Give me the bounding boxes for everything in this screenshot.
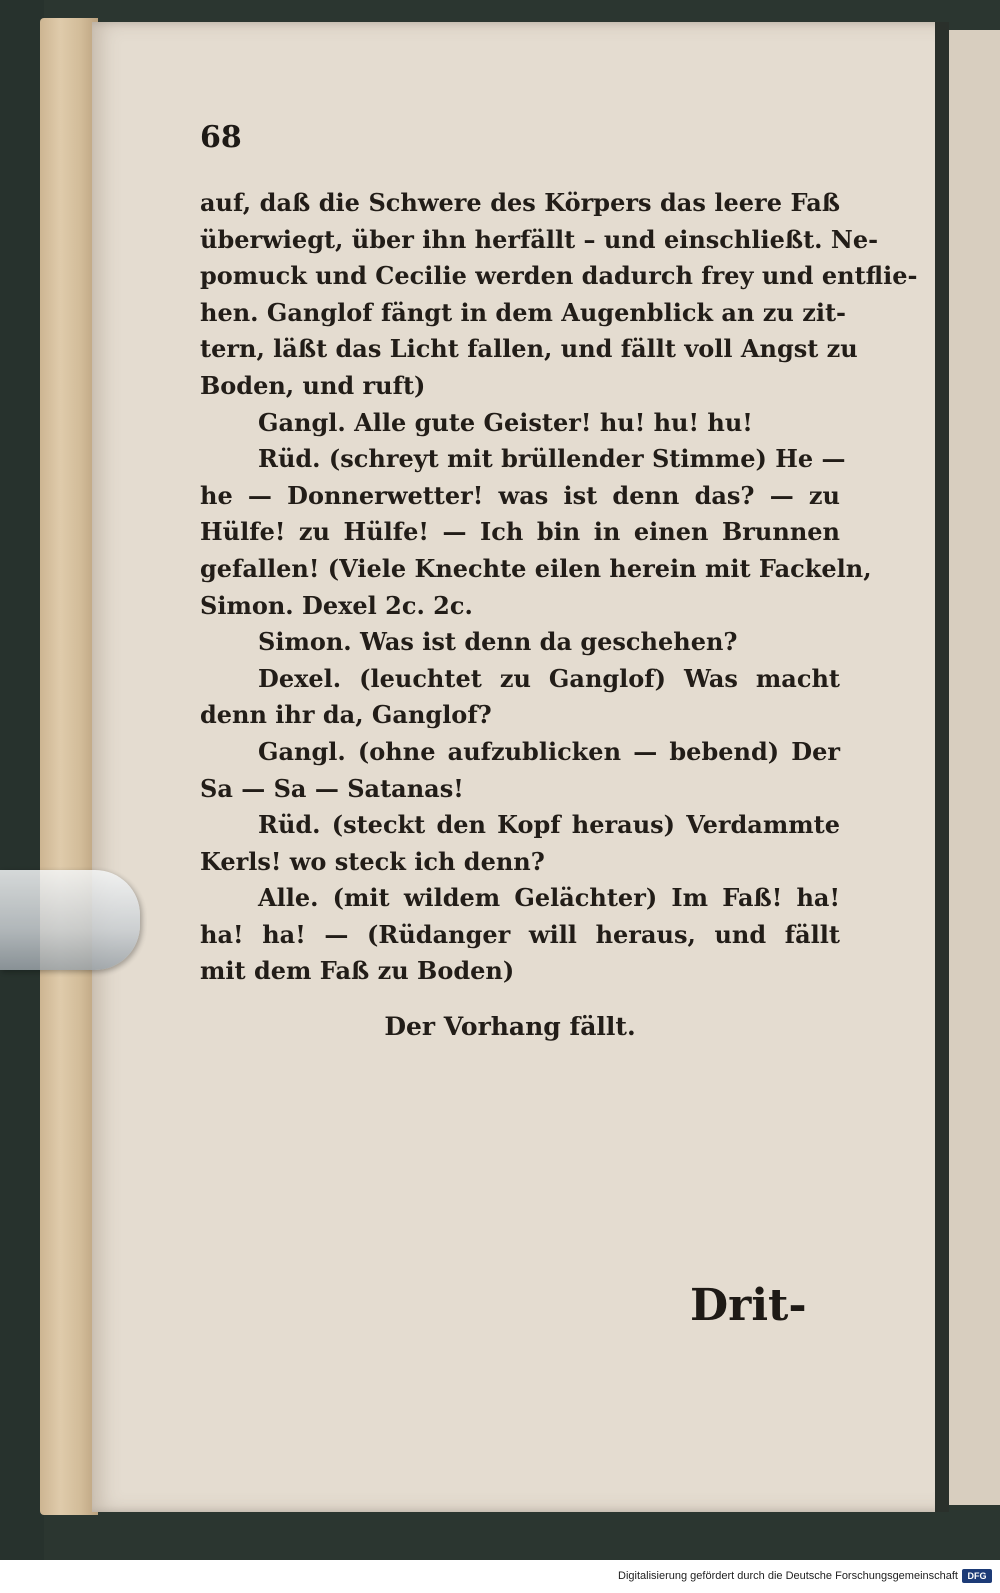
- text-line: gefallen! (Viele Knechte eilen herein mit Fackeln,: [200, 553, 872, 583]
- curtain-text: Der Vorhang fällt.: [384, 1012, 636, 1041]
- page-holder-clip: [0, 870, 140, 970]
- text-line: hen. Ganglof fängt in dem Augenblick an zu zit-: [200, 297, 846, 327]
- speech-line: Rüd. (schreyt mit brüllender Stimme) He —: [258, 444, 846, 474]
- page-text: [200, 185, 918, 990]
- text-line: he — Donnerwetter! was ist denn das? — zu: [200, 480, 840, 510]
- scanner-bed: [0, 0, 44, 1593]
- book-page-edges: [40, 18, 98, 1515]
- speech-line: Dexel. (leuchtet zu Ganglof) Was macht: [258, 663, 840, 693]
- text-line: ha! ha! — (Rüdanger will heraus, und fällt: [200, 919, 840, 949]
- text-line: denn ihr da, Ganglof?: [200, 700, 492, 730]
- dfg-logo: DFG: [962, 1569, 992, 1583]
- text-line: mit dem Faß zu Boden): [200, 956, 515, 986]
- speech-line: Alle. (mit wildem Gelächter) Im Faß! ha!: [258, 883, 840, 913]
- speech-line: Gangl. Alle gute Geister! hu! hu! hu!: [258, 407, 753, 437]
- text-line: tern, läßt das Licht fallen, und fällt voll Angst zu: [200, 334, 858, 364]
- catchword: Drit-: [690, 1280, 807, 1331]
- text-line: Sa — Sa — Satanas!: [200, 773, 464, 803]
- digitization-credit: Digitalisierung gefördert durch die Deutsche Forschungsgemeinschaft: [618, 1570, 958, 1582]
- facing-page-edge: [949, 30, 1000, 1505]
- speech-line: Rüd. (steckt den Kopf heraus) Verdammte: [258, 810, 840, 840]
- curtain-line: [0, 1012, 1000, 1041]
- text-line: auf, daß die Schwere des Körpers das leere Faß: [200, 188, 840, 217]
- text-line: Kerls! wo steck ich denn?: [200, 846, 545, 876]
- text-line: Simon. Dexel 2c. 2c.: [200, 590, 473, 620]
- book-gutter: [935, 22, 949, 1512]
- text-line: Boden, und ruft): [200, 370, 426, 400]
- page-number: 68: [200, 120, 242, 155]
- text-line: pomuck und Cecilie werden dadurch frey und entflie-: [200, 261, 918, 291]
- text-line: Hülfe! zu Hülfe! — Ich bin in einen Brunnen: [200, 517, 840, 547]
- text-line: überwiegt, über ihn herfällt – und einschließt. Ne-: [200, 224, 879, 254]
- speech-line: Simon. Was ist denn da geschehen?: [258, 627, 738, 657]
- speech-line: Gangl. (ohne aufzublicken — bebend) Der: [258, 736, 840, 766]
